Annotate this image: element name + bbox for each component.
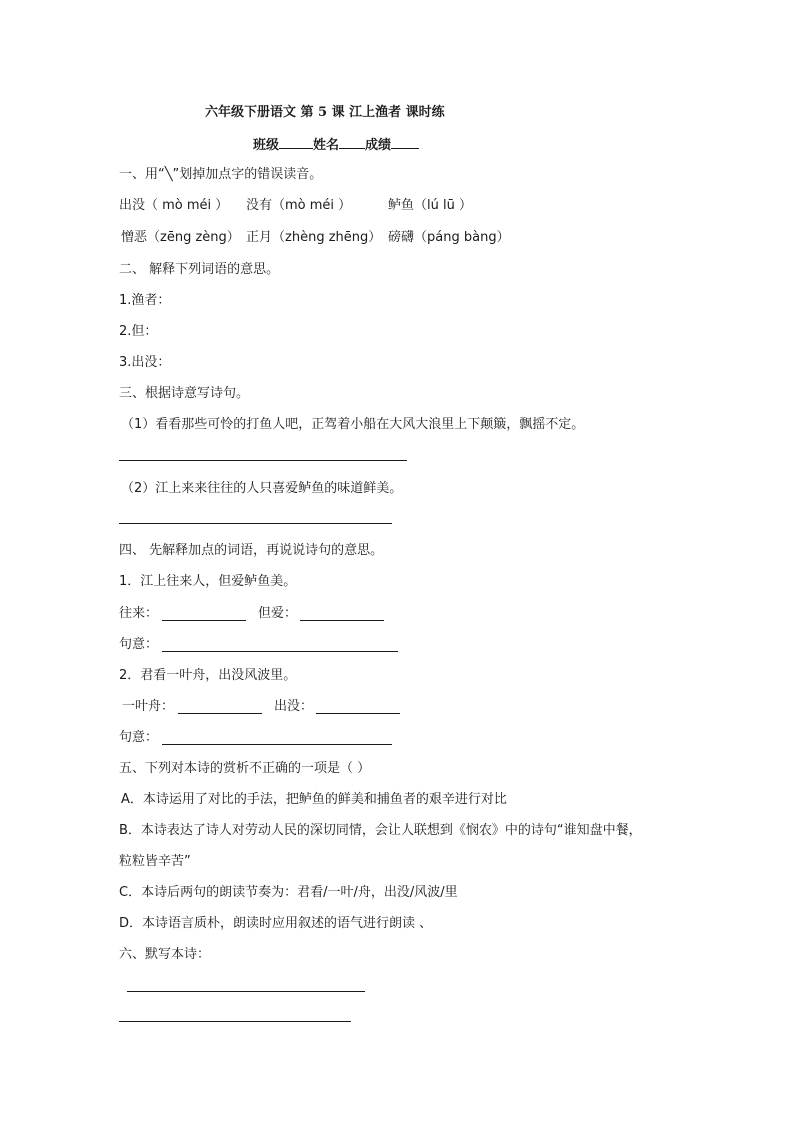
q4-line2: 2．君看一叶舟，出没风波里。 bbox=[119, 668, 297, 683]
q3-item: （2）江上来来往往的人只喜爱鲈鱼的味道鲜美。 bbox=[121, 481, 403, 496]
q1-word: 出没 bbox=[119, 198, 146, 213]
q5-option-c[interactable]: C．本诗后两句的朗读节奏为：君看/一叶/舟，出没/风波/里 bbox=[119, 885, 458, 900]
q4-label: 但爱： bbox=[258, 606, 298, 621]
q1-word: 鲈鱼 bbox=[388, 198, 415, 213]
q1-item bbox=[121, 229, 240, 247]
q4-line1: 1．江上往来人，但爱鲈鱼美。 bbox=[119, 574, 297, 589]
q4-answer-blank[interactable] bbox=[316, 713, 400, 714]
q5-option-b-continued: 粒粒皆辛苦” bbox=[119, 854, 191, 869]
score-blank[interactable] bbox=[391, 135, 419, 149]
q1-item bbox=[119, 197, 228, 215]
q3-item: （1）看看那些可怜的打鱼人吧，正驾着小船在大风大浪里上下颠簸，飘摇不定。 bbox=[121, 417, 585, 432]
q4-answer-blank[interactable] bbox=[300, 620, 384, 621]
q1-pinyin[interactable]: （lú lū ） bbox=[414, 198, 472, 213]
q1-pinyin[interactable]: （zēng zèng） bbox=[147, 230, 240, 245]
q1-pinyin[interactable]: （páng bàng） bbox=[414, 230, 510, 245]
q4-label: 句意： bbox=[119, 637, 159, 652]
q1-pinyin[interactable]: （ mò méi ） bbox=[145, 198, 229, 213]
worksheet-title: 六年级下册语文 第 5 课 江上渔者 课时练 bbox=[205, 105, 445, 120]
q4-answer-blank[interactable] bbox=[162, 620, 246, 621]
q2-item: 2.但： bbox=[119, 324, 158, 339]
q1-word: 憎恶 bbox=[121, 230, 148, 245]
name-label: 姓名 bbox=[313, 138, 340, 153]
q5-option-a[interactable]: A．本诗运用了对比的手法，把鲈鱼的鲜美和捕鱼者的艰辛进行对比 bbox=[121, 792, 507, 807]
q4-label: 一叶舟： bbox=[122, 699, 175, 714]
q4-label: 出没： bbox=[274, 699, 314, 714]
q1-item bbox=[246, 197, 351, 215]
q1-item bbox=[246, 229, 381, 247]
q5-option-d[interactable]: D．本诗语言质朴，朗读时应用叙述的语气进行朗读 、 bbox=[119, 916, 433, 931]
name-blank[interactable] bbox=[339, 135, 365, 149]
q4-answer-blank[interactable] bbox=[162, 651, 398, 652]
q3-answer-line[interactable] bbox=[119, 460, 407, 461]
q3-answer-line[interactable] bbox=[119, 523, 392, 524]
q1-item bbox=[388, 229, 510, 247]
q6-heading: 六、默写本诗： bbox=[119, 947, 211, 962]
q1-word: 没有 bbox=[246, 198, 273, 213]
q1-item bbox=[388, 197, 472, 215]
q4-heading: 四、 先解释加点的词语，再说说诗句的意思。 bbox=[119, 543, 384, 558]
q1-word: 正月 bbox=[246, 230, 273, 245]
q2-heading: 二、 解释下列词语的意思。 bbox=[119, 262, 280, 277]
q2-item: 1.渔者： bbox=[119, 293, 171, 308]
q1-heading: 一、用“╲”划掉加点字的错误读音。 bbox=[119, 167, 323, 182]
q4-label: 句意： bbox=[119, 730, 159, 745]
q4-answer-blank[interactable] bbox=[162, 744, 392, 745]
q3-heading: 三、根据诗意写诗句。 bbox=[119, 386, 250, 401]
class-label: 班级 bbox=[253, 138, 280, 153]
q6-answer-line[interactable] bbox=[127, 991, 365, 992]
q5-option-b[interactable]: B．本诗表达了诗人对劳动人民的深切同情，会让人联想到《悯农》中的诗句“谁知盘中餐， bbox=[119, 823, 642, 838]
q2-item: 3.出没： bbox=[119, 355, 171, 370]
score-label: 成绩 bbox=[365, 138, 392, 153]
q6-answer-line[interactable] bbox=[119, 1021, 351, 1022]
q4-label: 往来： bbox=[119, 606, 159, 621]
q5-heading: 五、下列对本诗的赏析不正确的一项是（ ） bbox=[119, 761, 371, 776]
student-info-row bbox=[253, 135, 419, 155]
q1-word: 磅礴 bbox=[388, 230, 415, 245]
q1-pinyin[interactable]: （zhèng zhēng） bbox=[272, 230, 382, 245]
q4-answer-blank[interactable] bbox=[178, 713, 262, 714]
q1-pinyin[interactable]: （mò méi ） bbox=[272, 198, 352, 213]
class-blank[interactable] bbox=[279, 135, 313, 149]
